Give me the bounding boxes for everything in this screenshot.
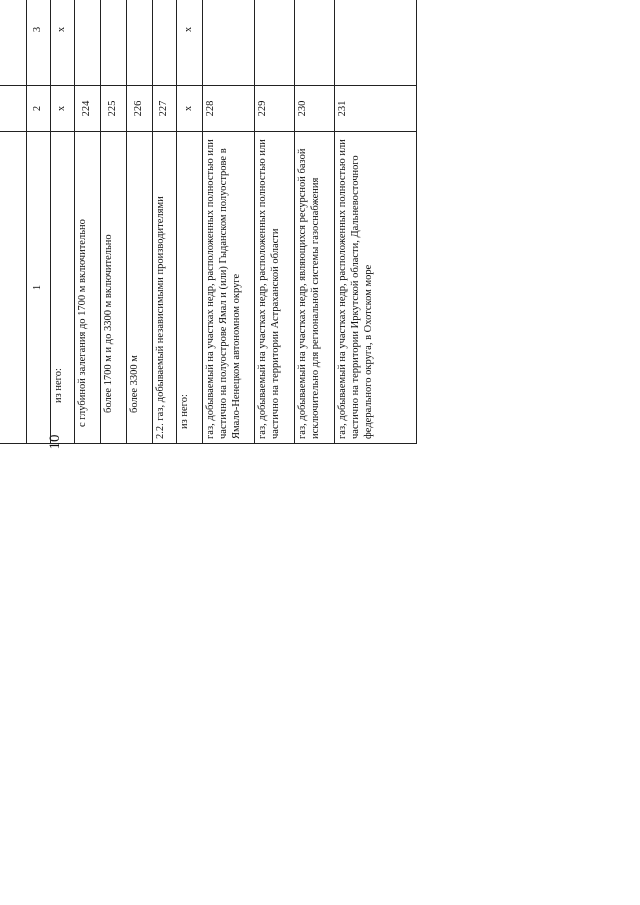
table-row	[177, 0, 203, 444]
tax-table	[0, 0, 417, 444]
row-name: газ, добываемый на участках недр, расположенных полностью или частично на полуострове Ямал и (или) Гыданском полуострове в Ямало-Ненецком автономном округе	[203, 132, 255, 444]
row-name: с глубиной залегания до 1700 м включительно	[75, 132, 101, 444]
row-code: 226	[127, 86, 153, 132]
page-number: 10	[47, 434, 63, 450]
row-code: 230	[295, 86, 335, 132]
table-row	[101, 0, 127, 444]
row-code: 229	[255, 86, 295, 132]
row-volume	[295, 0, 335, 86]
table-row	[203, 0, 255, 444]
row-volume	[153, 0, 177, 86]
row-name: более 1700 м и до 3300 м включительно	[101, 132, 127, 444]
table-row	[127, 0, 153, 444]
table-row	[255, 0, 295, 444]
row-volume: х	[177, 0, 203, 86]
row-volume	[101, 0, 127, 86]
row-name: газ, добываемый на участках недр, являющихся ресурсной базой исключительно для региональной системы газоснабжения	[295, 132, 335, 444]
row-code: 228	[203, 86, 255, 132]
row-volume	[203, 0, 255, 86]
column-number: 1	[27, 132, 51, 444]
column-number: 2	[27, 86, 51, 132]
row-code: 225	[101, 86, 127, 132]
row-volume	[255, 0, 295, 86]
table-row	[51, 0, 75, 444]
row-name: 2.2. газ, добываемый независимыми производителями	[153, 132, 177, 444]
row-volume	[335, 0, 417, 86]
rotated-table-container	[0, 0, 416, 444]
column-number: 3	[27, 0, 51, 86]
column-header	[0, 132, 27, 444]
row-name: из него:	[177, 132, 203, 444]
column-header	[0, 0, 27, 86]
row-volume: х	[51, 0, 75, 86]
row-code: 227	[153, 86, 177, 132]
column-number-row	[27, 0, 51, 444]
row-volume	[75, 0, 101, 86]
table-row	[153, 0, 177, 444]
table-row	[295, 0, 335, 444]
row-code: х	[51, 86, 75, 132]
row-name: газ, добываемый на участках недр, расположенных полностью или частично на территории Иркутской области, Дальневосточного федерального округа, в Охотском море	[335, 132, 417, 444]
row-name: из него:	[51, 132, 75, 444]
row-code: 224	[75, 86, 101, 132]
row-volume	[127, 0, 153, 86]
row-code: 231	[335, 86, 417, 132]
row-name: более 3300 м	[127, 132, 153, 444]
row-code: х	[177, 86, 203, 132]
column-header	[0, 86, 27, 132]
header-row	[0, 0, 27, 444]
table-row	[75, 0, 101, 444]
row-name: газ, добываемый на участках недр, расположенных полностью или частично на территории Астраханской области	[255, 132, 295, 444]
table-row	[335, 0, 417, 444]
